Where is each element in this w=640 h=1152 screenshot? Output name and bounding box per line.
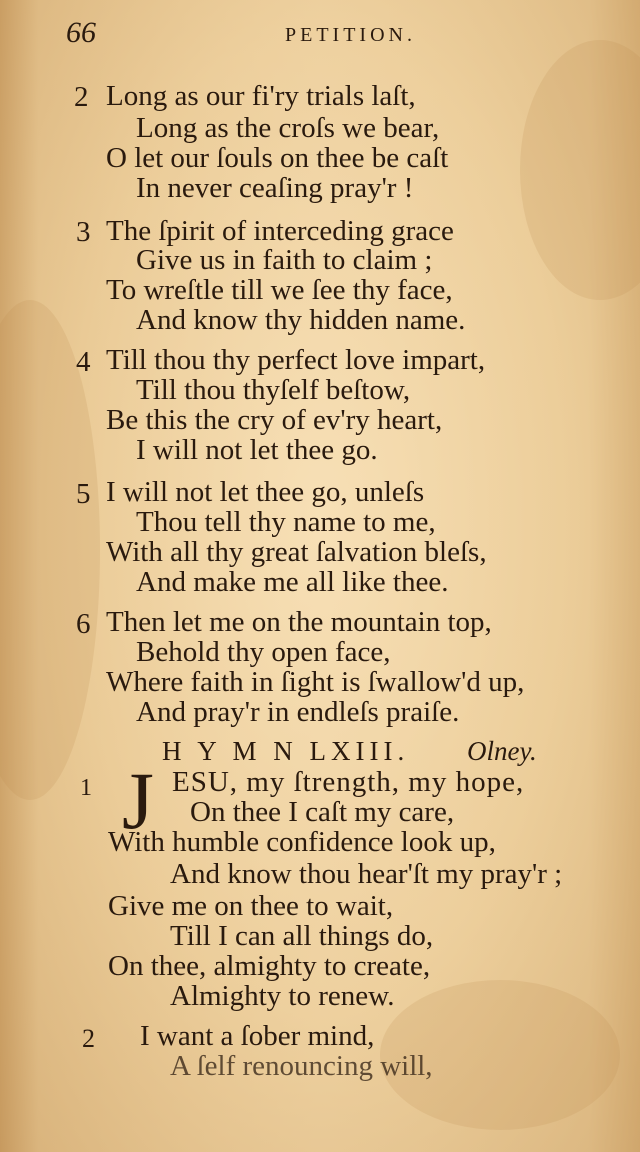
verse-line: A ſelf renouncing will, bbox=[170, 1050, 433, 1082]
paper-stain bbox=[520, 40, 640, 300]
verse-line: Give me on thee to wait, bbox=[108, 890, 394, 922]
verse-line: I will not let thee go. bbox=[136, 434, 378, 466]
drop-cap: J bbox=[122, 755, 154, 846]
verse-line: And pray'r in endleſs praiſe. bbox=[136, 696, 460, 728]
running-title: PETITION. bbox=[285, 24, 416, 46]
verse-line: And make me all like thee. bbox=[136, 566, 449, 598]
stanza-number: 3 bbox=[76, 216, 91, 248]
verse-line: On thee I caſt my care, bbox=[190, 796, 455, 828]
verse-line: And know thou hear'ſt my pray'r ; bbox=[170, 858, 563, 890]
verse-line: And know thy hidden name. bbox=[136, 304, 466, 336]
verse-line: Long as the croſs we bear, bbox=[136, 112, 440, 144]
verse-line: O let our ſouls on thee be caſt bbox=[106, 142, 449, 174]
verse-line: With humble confidence look up, bbox=[108, 826, 496, 858]
verse-line: Till thou thyſelf beſtow, bbox=[136, 374, 411, 406]
stanza-number: 5 bbox=[76, 478, 91, 510]
verse-line: Long as our fi'ry trials laſt, bbox=[106, 80, 416, 112]
verse-line: Be this the cry of ev'ry heart, bbox=[106, 404, 443, 436]
page-number: 66 bbox=[66, 16, 96, 49]
verse-line: Give us in faith to claim ; bbox=[136, 244, 433, 276]
hymn-title: H Y M N LXIII. bbox=[162, 736, 410, 766]
verse-line: To wreſtle till we ſee thy face, bbox=[106, 274, 453, 306]
verse-line: With all thy great ſalvation bleſs, bbox=[106, 536, 487, 568]
verse-line: Where faith in ſight is ſwallow'd up, bbox=[106, 666, 525, 698]
verse-line: Behold thy open face, bbox=[136, 636, 391, 668]
stanza-number: 4 bbox=[76, 346, 91, 378]
verse-line: On thee, almighty to create, bbox=[108, 950, 431, 982]
verse-line: Thou tell thy name to me, bbox=[136, 506, 436, 538]
verse-line: I want a ſober mind, bbox=[140, 1020, 375, 1052]
verse-line: Till I can all things do, bbox=[170, 920, 434, 952]
stanza-number: 1 bbox=[80, 775, 92, 801]
verse-line: The ſpirit of interceding grace bbox=[106, 215, 454, 247]
hymn-place: Olney. bbox=[467, 736, 537, 766]
verse-line: I will not let thee go, unleſs bbox=[106, 476, 425, 508]
verse-line: ESU, my ſtrength, my hope, bbox=[172, 766, 525, 798]
verse-line: Then let me on the mountain top, bbox=[106, 606, 492, 638]
page-header bbox=[0, 16, 640, 56]
stanza-number: 2 bbox=[74, 81, 89, 113]
stanza-number: 6 bbox=[76, 608, 91, 640]
verse-line: In never ceaſing pray'r ! bbox=[136, 172, 414, 204]
verse-line: Almighty to renew. bbox=[170, 980, 395, 1012]
stanza-number: 2 bbox=[82, 1024, 95, 1053]
verse-line: Till thou thy perfect love impart, bbox=[106, 344, 486, 376]
